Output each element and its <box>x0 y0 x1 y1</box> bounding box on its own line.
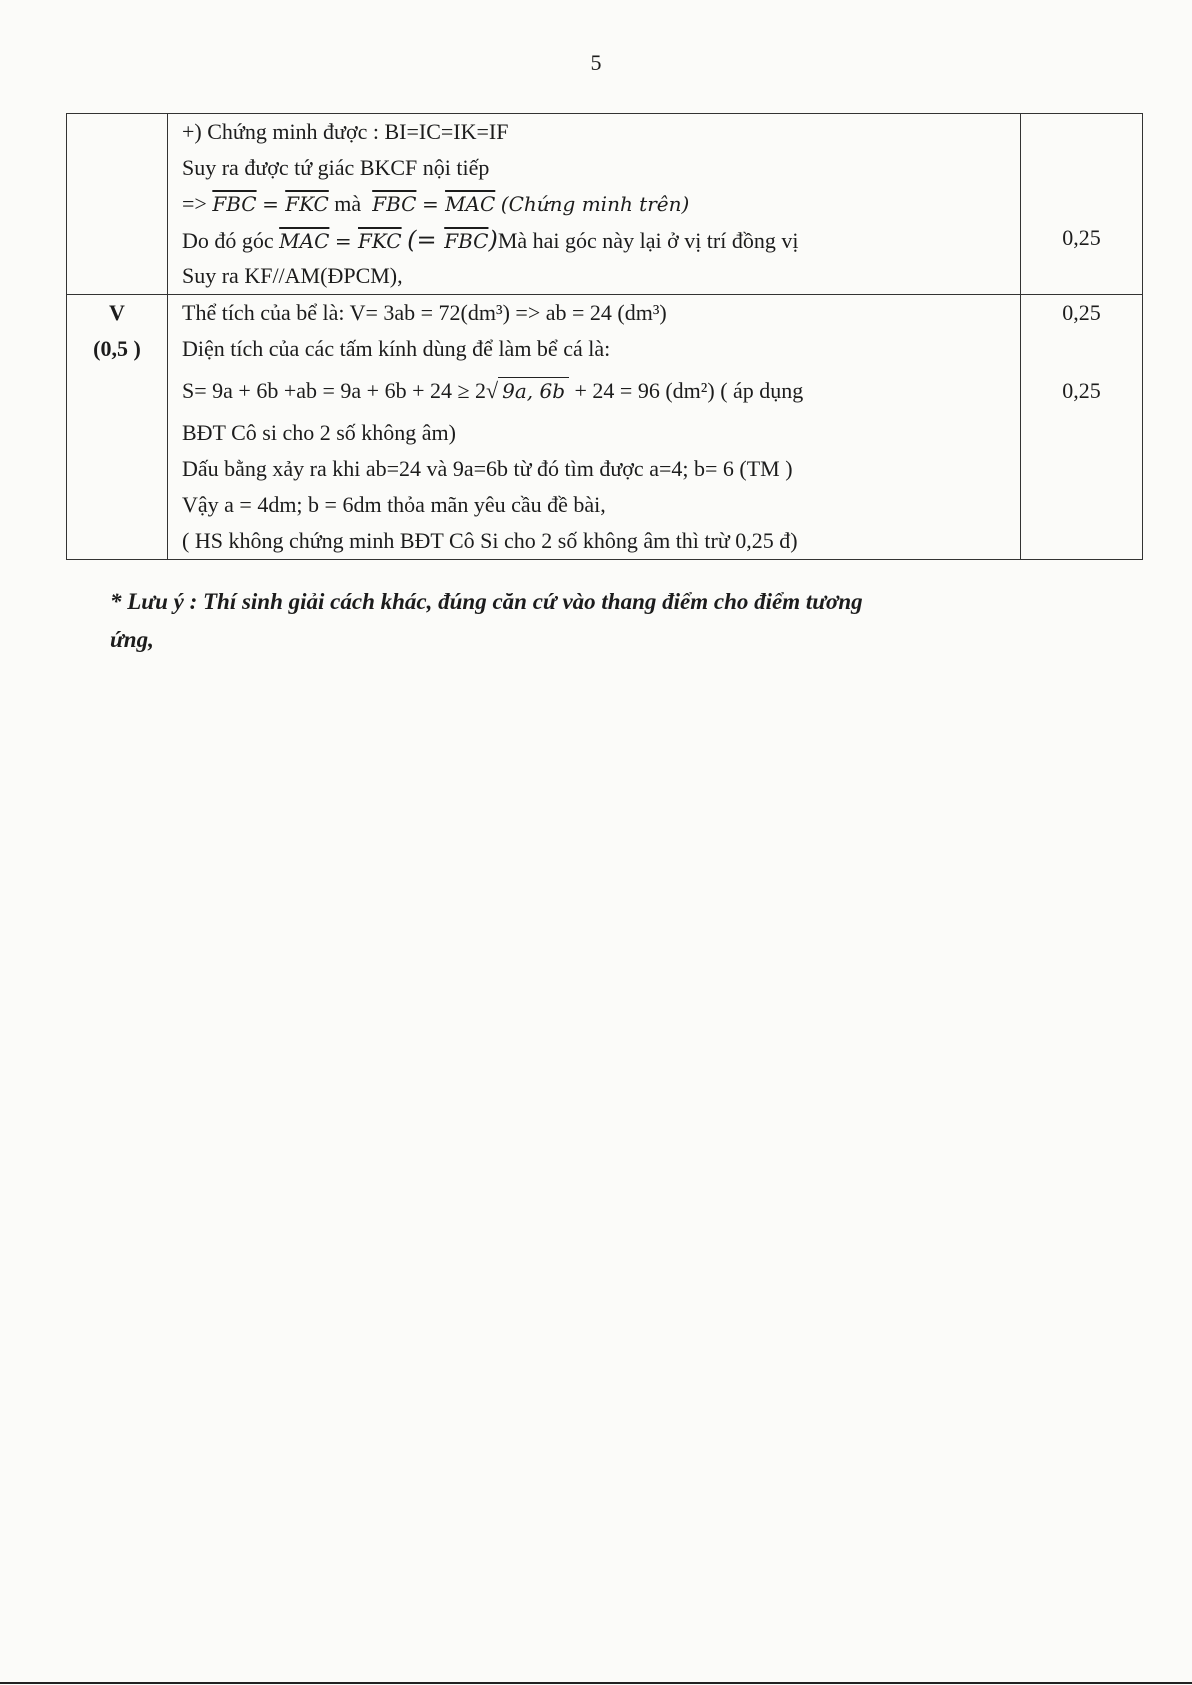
question-points: (0,5 ) <box>93 336 141 361</box>
grading-table <box>66 113 1143 560</box>
solution-line-angles: Do đó góc $\overline{MAC} = \overline{FKC}$ (= $\overline{FBC})Mà$ hai góc này lại ở vị trí đồng vị <box>182 226 799 254</box>
angle-mac: $\overline{MAC}$ <box>445 192 496 216</box>
sqrt-radicand: 9a, 6b <box>498 377 569 404</box>
line-prefix: => <box>182 191 213 216</box>
solution-line: Thể tích của bể là: V= 3ab = 72(dm³) => ab = 24 (dm³) <box>182 300 667 325</box>
solution-line-angles: => $\overline{FBC} = \overline{FKC}$ mà $\overline{FBC} = \overline{MAC}$ (Chứng minh trên) <box>182 191 690 216</box>
proof-note: (Chứng minh trên) <box>500 192 690 216</box>
solution-line: +) Chứng minh được : BI=IC=IK=IF <box>182 119 509 144</box>
solution-cell <box>168 114 1021 295</box>
solution-line-inequality <box>182 367 1020 415</box>
note-line: * Lưu ý : Thí sinh giải cách khác, đúng căn cứ vào thang điểm cho điểm tương <box>110 589 863 614</box>
solution-line: Diện tích của các tấm kính dùng để làm bể cá là: <box>182 336 611 361</box>
page-bottom-rule <box>0 1682 1192 1684</box>
angle-fbc: $\overline{FBC}$ <box>444 229 489 253</box>
score-value: 0,25 <box>1062 378 1101 403</box>
solution-line: BĐT Cô si cho 2 số không âm) <box>182 420 456 445</box>
solution-line: ( HS không chứng minh BĐT Cô Si cho 2 số không âm thì trừ 0,25 đ) <box>182 528 798 553</box>
solution-line: Suy ra KF//AM(ĐPCM), <box>182 263 403 288</box>
page-number: 5 <box>590 50 602 75</box>
solution-line: Vậy a = 4dm; b = 6dm thỏa mãn yêu cầu đề bài, <box>182 492 606 517</box>
line-suffix: Mà hai góc này lại ở vị trí đồng vị <box>497 228 799 253</box>
note-line: ứng, <box>110 627 154 652</box>
angle-fbc: $\overline{FBC}$ <box>372 192 417 216</box>
inequality-suffix: + 24 = 96 (dm²) ( áp dụng <box>569 378 804 403</box>
question-number: V <box>109 300 125 325</box>
angle-mac: $\overline{MAC}$ <box>279 229 330 253</box>
line-prefix: Do đó góc <box>182 228 280 253</box>
connector-word: mà <box>334 191 367 216</box>
solution-cell <box>168 295 1021 560</box>
angle-fkc: $\overline{FKC}$ <box>285 192 329 216</box>
sqrt-sign: √ <box>486 378 499 403</box>
grading-note <box>110 583 1050 659</box>
question-cell <box>67 114 168 295</box>
angle-fkc: $\overline{FKC}$ <box>358 229 402 253</box>
table-row <box>67 295 1143 560</box>
solution-line: Suy ra được tứ giác BKCF nội tiếp <box>182 155 490 180</box>
score-cell <box>1021 114 1143 295</box>
score-value: 0,25 <box>1062 225 1101 250</box>
score-value: 0,25 <box>1062 300 1101 325</box>
score-cell <box>1021 295 1143 560</box>
angle-fbc: $\overline{FBC}$ <box>212 192 257 216</box>
solution-line: Dấu bằng xảy ra khi ab=24 và 9a=6b từ đó tìm được a=4; b= 6 (TM ) <box>182 456 793 481</box>
question-cell <box>67 295 168 560</box>
inequality-prefix: S= 9a + 6b +ab = 9a + 6b + 24 ≥ 2 <box>182 378 487 403</box>
table-row <box>67 114 1143 295</box>
